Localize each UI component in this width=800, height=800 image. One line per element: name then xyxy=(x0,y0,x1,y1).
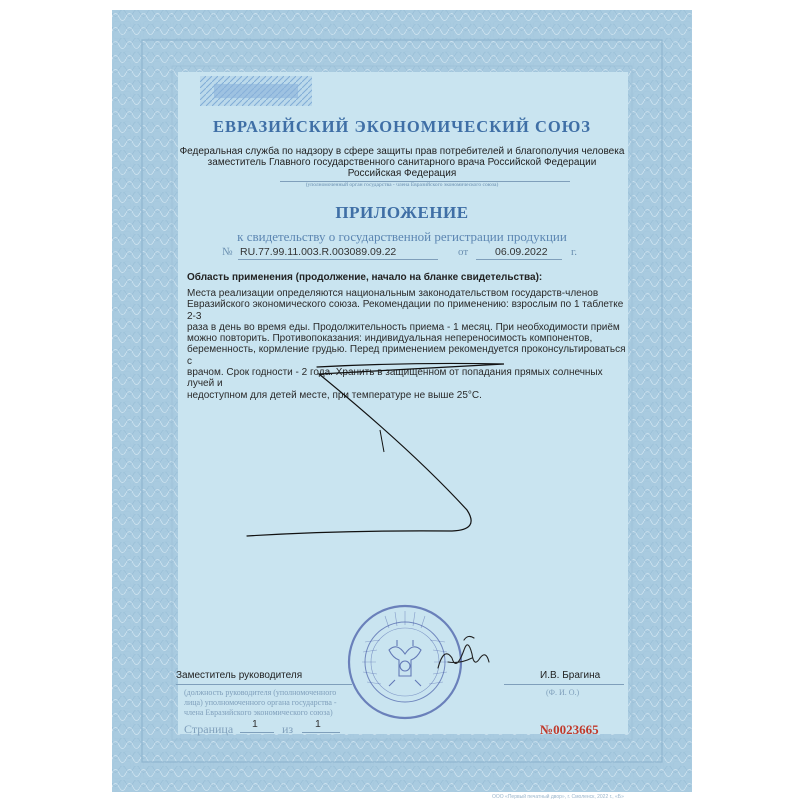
authority-caption: (уполномоченный орган государства - члена Евразийского экономического союза) xyxy=(305,182,499,188)
scope-line: Евразийского экономического союза. Рекомендации по применению: взрослым по 1 таблетке 2-3 xyxy=(187,299,624,322)
scope-line: врачом. Срок годности - 2 года. Хранить в защищенном от попадания прямых солнечных лучей и xyxy=(187,367,603,390)
position-underline xyxy=(176,684,352,685)
registration-number-label: № xyxy=(222,246,233,258)
date-label: от xyxy=(458,246,469,258)
scope-title: Область применения (продолжение, начало на бланке свидетельства): xyxy=(187,272,543,283)
page-current: 1 xyxy=(252,718,258,730)
position-caption-line: члена Евразийского экономического союза) xyxy=(184,708,333,717)
printer-imprint: ООО «Первый печатный двор», г. Смоленск, 2022 г., «Б» xyxy=(492,794,624,800)
page-of-label: из xyxy=(282,722,294,736)
authority-line-3: Российская Федерация xyxy=(347,168,457,179)
page-label: Страница xyxy=(184,722,234,736)
form-serial-number: №0023665 xyxy=(540,722,599,737)
position-caption xyxy=(184,688,337,718)
registration-date: 06.09.2022 xyxy=(495,246,548,258)
appendix-subtitle: к свидетельству о государственной регистрации продукции xyxy=(237,229,567,244)
appendix-title: ПРИЛОЖЕНИЕ xyxy=(335,203,469,222)
union-title: ЕВРАЗИЙСКИЙ ЭКОНОМИЧЕСКИЙ СОЮЗ xyxy=(212,117,591,136)
certificate-sheet xyxy=(112,10,692,800)
page-total: 1 xyxy=(315,718,321,730)
position-caption-line: (должность руководителя (уполномоченного xyxy=(184,688,337,697)
signer-position: Заместитель руководителя xyxy=(176,670,303,681)
handwritten-signature xyxy=(434,628,494,680)
signer-name: И.В. Брагина xyxy=(540,670,601,681)
page-total-underline xyxy=(302,732,340,733)
name-caption: (Ф. И. О.) xyxy=(546,688,580,697)
authority-line-1: Федеральная служба по надзору в сфере защиты прав потребителей и благополучия человека xyxy=(179,146,625,157)
registration-number: RU.77.99.11.003.R.003089.09.22 xyxy=(240,246,397,258)
scope-line: раза в день во время еды. Продолжительность приема - 1 месяц. При необходимости приём xyxy=(187,321,620,333)
year-suffix: г. xyxy=(571,246,578,258)
scope-line: Места реализации определяются национальным законодательством государств-членов xyxy=(187,288,599,299)
page-current-underline xyxy=(240,732,274,733)
position-caption-line: лица) уполномоченного органа государства - xyxy=(184,698,337,707)
scope-line: беременность, кормление грудью. Перед применением рекомендуется проконсультироваться с xyxy=(187,344,626,367)
name-underline xyxy=(504,684,624,685)
scope-line: можно повторить. Противопоказания: индивидуальная непереносимость компонентов, xyxy=(187,333,593,345)
scope-line: недоступном для детей месте, при температуре не выше 25°С. xyxy=(187,389,482,401)
authority-line-2: заместитель Главного государственного санитарного врача Российской Федерации xyxy=(207,157,597,168)
